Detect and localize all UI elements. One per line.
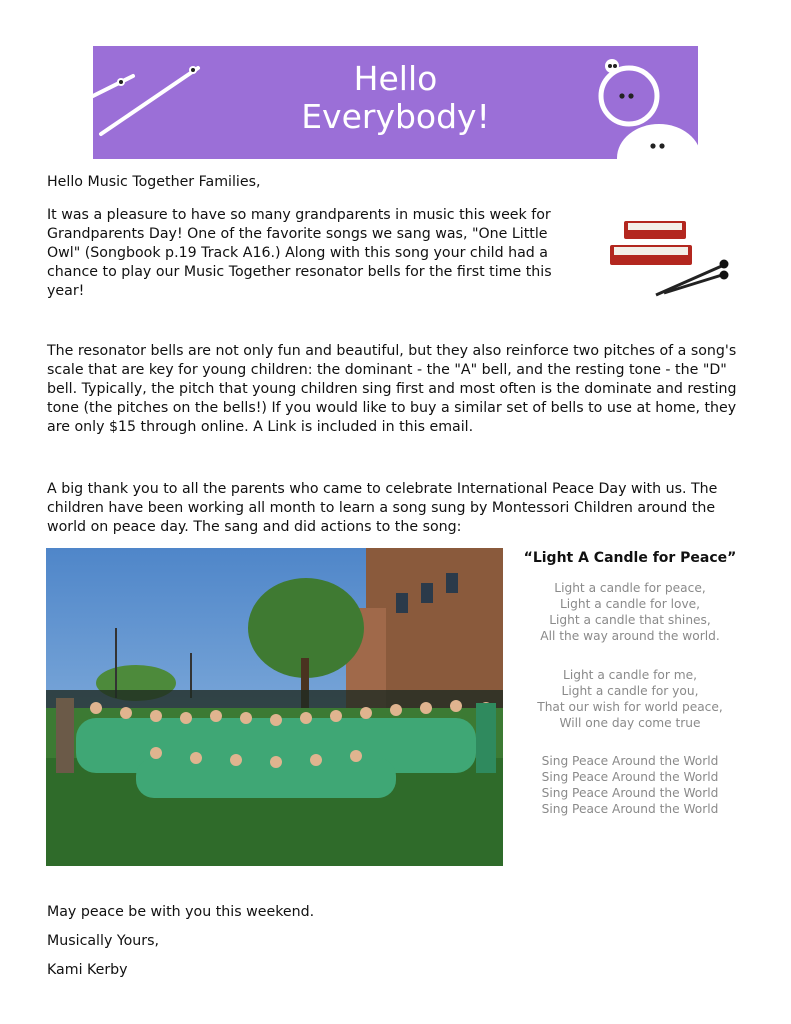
song-verse-2: [515, 667, 745, 731]
verse-line: Sing Peace Around the World: [541, 802, 719, 816]
header-banner: [93, 46, 698, 159]
verse-line: Sing Peace Around the World: [541, 770, 719, 784]
song-verse-1: [515, 580, 745, 644]
verse-line: That our wish for world peace,: [537, 700, 723, 714]
paragraph-resonator-bells: The resonator bells are not only fun and beautiful, but they also reinforce two pitches of a song's scale that are key for young children: the dominant - the "A" bell, and the resting tone - the "D" bell. Typically, the pitch that young children sing first and most often is the dominate and resting tone (the pitches on the bells!) If you would like to buy a similar set of bells to use at home, they are only $15 through online. A Link is included in this email.: [47, 343, 737, 435]
signature-name: Kami Kerby: [47, 962, 128, 978]
song-verse-3: [515, 753, 745, 817]
group-photo: [46, 548, 503, 866]
verse-line: Light a candle for you,: [561, 684, 699, 698]
verse-line: Sing Peace Around the World: [541, 754, 719, 768]
verse-line: Sing Peace Around the World: [541, 786, 719, 800]
verse-line: All the way around the world.: [540, 629, 720, 643]
banner-title: Hello Everybody!: [301, 59, 490, 136]
resonator-bells-image: [606, 213, 736, 298]
sign-off: Musically Yours,: [47, 933, 160, 949]
paragraph-grandparents: It was a pleasure to have so many grandparents in music this week for Grandparents Day! One of the favorite songs we sang was, "One Little Owl" (Songbook p.19 Track A16.) Along with this song your child had a chance to play our Music Together resonator bells for the first time this year!: [47, 207, 552, 299]
greeting: Hello Music Together Families,: [47, 174, 261, 190]
song-title: “Light A Candle for Peace”: [523, 550, 737, 566]
verse-line: Will one day come true: [559, 716, 701, 730]
paragraph-peace-day: A big thank you to all the parents who came to celebrate International Peace Day with us. The children have been working all month to learn a song sung by Montessori Children around the world on peace day. The sang and did actions to the song:: [47, 481, 718, 535]
closing-line: May peace be with you this weekend.: [47, 904, 315, 920]
verse-line: Light a candle for love,: [559, 597, 701, 611]
verse-line: Light a candle for peace,: [554, 581, 706, 595]
verse-line: Light a candle for me,: [563, 668, 697, 682]
verse-line: Light a candle that shines,: [549, 613, 711, 627]
